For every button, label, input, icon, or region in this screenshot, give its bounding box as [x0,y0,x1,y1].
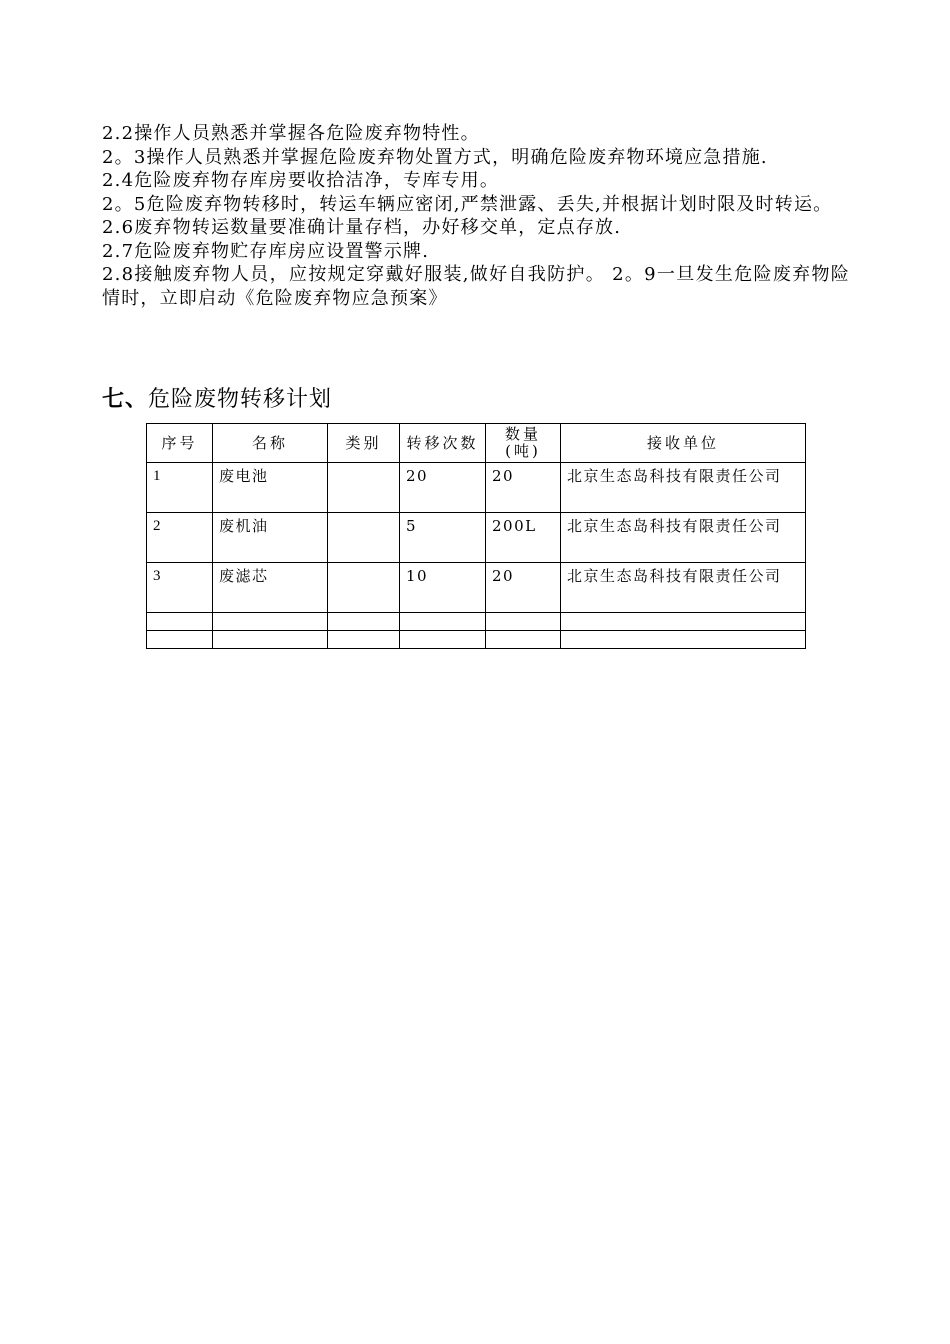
section-title: 危险废物转移计划 [148,387,333,412]
cell-quantity: 20 [486,563,561,613]
cell-receiver: 北京生态岛科技有限责任公司 [561,463,806,513]
header-receiver: 接收单位 [561,424,806,463]
header-category: 类别 [328,424,400,463]
paragraph-2-5: 2。5危险废弃物转移时，转运车辆应密闭,严禁泄露、丢失,并根据计划时限及时转运。 [102,193,833,215]
transfer-plan-table [146,423,806,649]
header-quantity: 数量(吨) [486,424,561,463]
cell-receiver: 北京生态岛科技有限责任公司 [561,563,806,613]
cell-category [328,563,400,613]
section-number: 七、 [102,386,149,412]
table-row [147,513,806,563]
paragraph-2-8: 2.8接触废弃物人员，应按规定穿戴好服装,做好自我防护。 2。9一旦发生危险废弃物险情时，立即启动《危险废弃物应急预案》 [102,264,850,309]
cell-name: 废电池 [213,463,328,513]
empty-row [147,631,806,649]
cell-transfers: 20 [400,463,486,513]
cell-category [328,513,400,563]
table-row [147,563,806,613]
paragraph-2-7: 2.7危险废弃物贮存库房应设置警示牌. [102,240,430,262]
header-name: 名称 [213,424,328,463]
cell-quantity: 20 [486,463,561,513]
paragraph-2-4: 2.4危险废弃物存库房要收拾洁净，专库专用。 [102,170,500,191]
paragraph-2-6: 2.6废弃物转运数量要准确计量存档，办好移交单，定点存放. [102,217,622,238]
body-text [102,122,850,310]
cell-name: 废机油 [213,513,328,563]
header-index: 序号 [147,424,213,463]
paragraph-2-2: 2.2操作人员熟悉并掌握各危险废弃物特性。 [102,123,480,144]
cell-receiver: 北京生态岛科技有限责任公司 [561,513,806,563]
table-header-row [147,424,806,463]
cell-quantity: 200L [486,513,561,563]
section-heading [102,382,332,417]
table-row [147,463,806,513]
cell-index: 1 [147,463,213,513]
cell-transfers: 10 [400,563,486,613]
cell-index: 3 [147,563,213,613]
cell-name: 废滤芯 [213,563,328,613]
header-transfers: 转移次数 [400,424,486,463]
empty-row [147,613,806,631]
cell-category [328,463,400,513]
paragraph-2-3: 2。3操作人员熟悉并掌握危险废弃物处置方式，明确危险废弃物环境应急措施. [102,146,768,168]
cell-transfers: 5 [400,513,486,563]
cell-index: 2 [147,513,213,563]
